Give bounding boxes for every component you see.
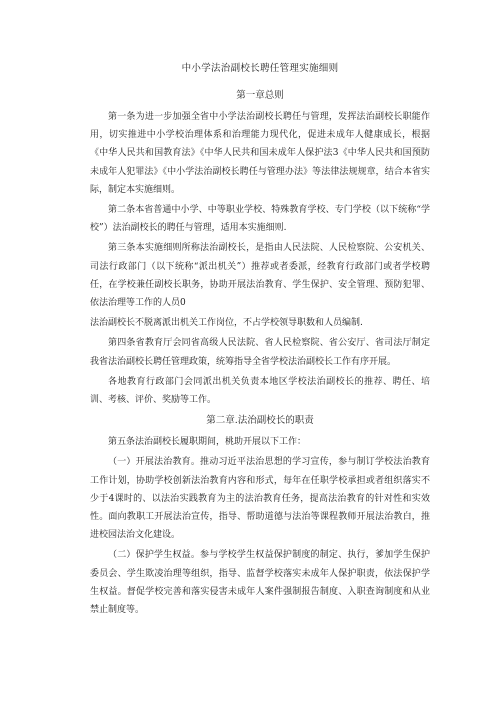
paragraph-article-2: 第二条本省普通中小学、中等职业学校、特殊教育学校、专门学校（以下统称“学校”）法治副校长的聘任与管理，适用本实施细则. bbox=[90, 205, 430, 234]
chapter-1-heading: 第一章总则 bbox=[236, 90, 284, 101]
paragraph-article-1: 第一条为进一步加强全省中小学法治副校长聘任与管理，发挥法治副校长职能作用，切实推进中小学校治理体系和治理能力现代化，促进未成年人健康成长，根据《中华人民共和国教育法》《中华人民共和国未成年人保护法3《中华人民共和国预防未成年人犯罪法》《中小学法治副校长聘任与管理办法》等法律法规规章，结合本省实际，制定本实施细则。 bbox=[90, 112, 430, 195]
document-body bbox=[90, 58, 430, 621]
paragraph-item-1: （一）开展法治教育。推动习近平法治思想的学习宣传，参与制订学校法治教育工作计划，协助学校创新法治教育内容和形式，每年在任职学校承担或者组织落实不少于4课时的、以法治实践教育为主的法治教育任务，提高法治教育的针对性和实效性。面向教职工开展法治宣传，指导、帮助道德与法治等课程教师开展法治教白，推进校园法治文化建设。 bbox=[90, 457, 430, 541]
paragraph-article-4: 第四条省教育厅会同省高级人民法院、省人民检察院、省公安厅、省司法厅制定我省法治副校长聘任管理政策，统筹指导全省学校法治副校长工作有序开展。 bbox=[90, 338, 430, 367]
paragraph-item-2: （二）保护学生权益。参与学校学生权益保护制度的制定、执行，爹加学生保护委员会、学生欺凌治理等组织，指导、监督学校落实未成年人保护职责，依法保护学生权益。督促学校完善和落实侵害未成年人案件强制报告制度、入职查询制度和从业禁止制度等。 bbox=[90, 550, 430, 616]
chapter-2-heading: 第二章.法治副校长的职责 bbox=[206, 415, 314, 427]
paragraph-article-5: 第五条法治副校长履职期间，桃助开展以下工作： bbox=[108, 437, 307, 448]
paragraph-article-3: 第三条本实施细则所称法治副校长，是指由人民法院、人民检察院、公安机关、司法行政部门（以下统称“派出机关”）推荐或者委派，经教育行政部门或者学校聘任，在学校兼任副校长职务，协助开展法治教育、学生保护、安全管理、预防犯罪、依法治理等工作的人员0 bbox=[90, 243, 430, 309]
paragraph-article-3-note: 法治副校长不脱离派出机关工作岗位，不占学校领导职数和人员编制. bbox=[90, 318, 363, 329]
paragraph-article-4-note: 各地教育行政部门会同派出机关负责本地区学校法治副校长的推荐、聘任、培训、考核、评价、奖励等工作。 bbox=[90, 376, 430, 406]
document-title: 中小学法治副校长聘任管理实施细则 bbox=[181, 63, 339, 74]
